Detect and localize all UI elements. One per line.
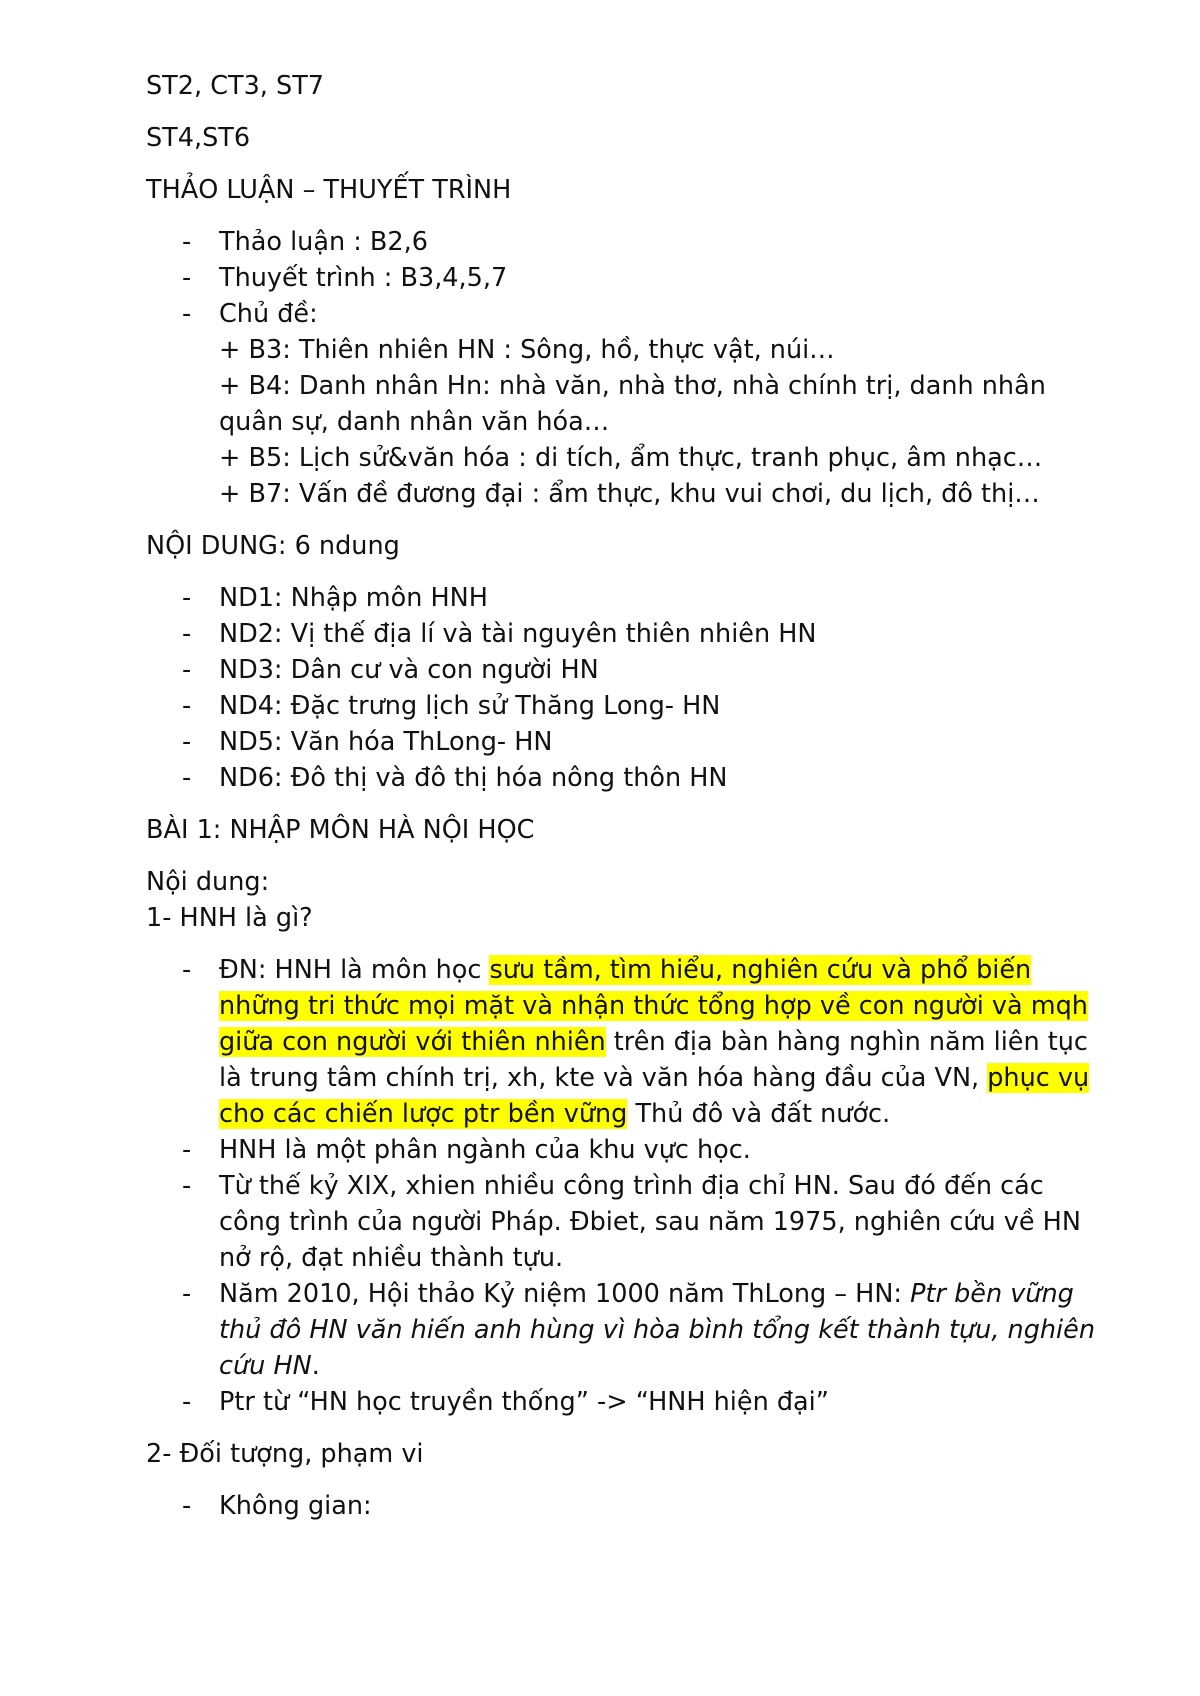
highlight-text: sưu tầm, tìm hiểu, nghiên cứu và phổ biến những tri thức mọi mặt và nhận thức tổng hợp về con người và mqh giữa con người với thiên nhiên — [219, 955, 1088, 1057]
question-heading: 2- Đối tượng, phạm vi — [146, 1439, 424, 1469]
discussion-list — [146, 224, 1100, 512]
content-list — [146, 580, 1100, 796]
list-item: - Không gian: — [146, 1488, 1100, 1524]
list-item: - Thuyết trình : B3,4,5,7 — [146, 260, 1100, 296]
item-text: . — [311, 1351, 320, 1381]
header-line: ST4,ST6 — [146, 123, 251, 153]
def-text: Thủ đô và đất nước. — [627, 1099, 891, 1129]
topic-line: + B3: Thiên nhiên HN : Sông, hồ, thực vật, núi… — [219, 335, 835, 365]
list-item: - ND3: Dân cư và con người HN — [146, 652, 1100, 688]
scope-list — [146, 1488, 1100, 1524]
list-item: - ND6: Đô thị và đô thị hóa nông thôn HN — [146, 760, 1100, 796]
list-item — [146, 1276, 1100, 1384]
def-text: trên địa bàn hàng nghìn năm liên tục là trung tâm chính trị, xh, kte và văn hóa hàng đầu của VN, — [219, 1027, 1088, 1093]
item-text: Năm 2010, Hội thảo Kỷ niệm 1000 năm ThLong – HN: — [219, 1279, 911, 1309]
header-line: ST2, CT3, ST7 — [146, 71, 325, 101]
list-item: - ND1: Nhập môn HNH — [146, 580, 1100, 616]
list-item: - ND2: Vị thế địa lí và tài nguyên thiên nhiên HN — [146, 616, 1100, 652]
italic-text: Ptr bền vững thủ đô HN văn hiến anh hùng vì hòa bình tổng kết thành tựu, nghiên cứu HN — [219, 1279, 1095, 1381]
topic-line: + B7: Vấn đề đương đại : ẩm thực, khu vui chơi, du lịch, đô thị… — [219, 479, 1040, 509]
topic-line: + B4: Danh nhân Hn: nhà văn, nhà thơ, nhà chính trị, danh nhân quân sự, danh nhân văn hóa… — [219, 371, 1046, 437]
def-text: ĐN: HNH là môn học — [219, 955, 490, 985]
content-label: Nội dung: — [146, 867, 270, 897]
definition-list — [146, 952, 1100, 1420]
topics-label: Chủ đề: — [219, 299, 318, 329]
list-item — [146, 296, 1100, 512]
list-item: - HNH là một phân ngành của khu vực học. — [146, 1132, 1100, 1168]
list-item: - ND5: Văn hóa ThLong- HN — [146, 724, 1100, 760]
highlight-text: phục vụ cho các chiến lược ptr bền vững — [219, 1063, 1090, 1129]
question-heading: 1- HNH là gì? — [146, 903, 313, 933]
section-title: BÀI 1: NHẬP MÔN HÀ NỘI HỌC — [146, 815, 535, 845]
list-item: - Ptr từ “HN học truyền thống” -> “HNH hiện đại” — [146, 1384, 1100, 1420]
list-item — [146, 952, 1100, 1132]
list-item: - ND4: Đặc trưng lịch sử Thăng Long- HN — [146, 688, 1100, 724]
list-item: - Từ thế kỷ XIX, xhien nhiều công trình địa chỉ HN. Sau đó đến các công trình của người Pháp. Đbiet, sau năm 1975, nghiên cứu về HN nở rộ, đạt nhiều thành tựu. — [146, 1168, 1100, 1276]
section-title: THẢO LUẬN – THUYẾT TRÌNH — [146, 175, 512, 205]
list-item: - Thảo luận : B2,6 — [146, 224, 1100, 260]
topic-line: + B5: Lịch sử&văn hóa : di tích, ẩm thực, tranh phục, âm nhạc… — [219, 443, 1043, 473]
section-title: NỘI DUNG: 6 ndung — [146, 531, 400, 561]
